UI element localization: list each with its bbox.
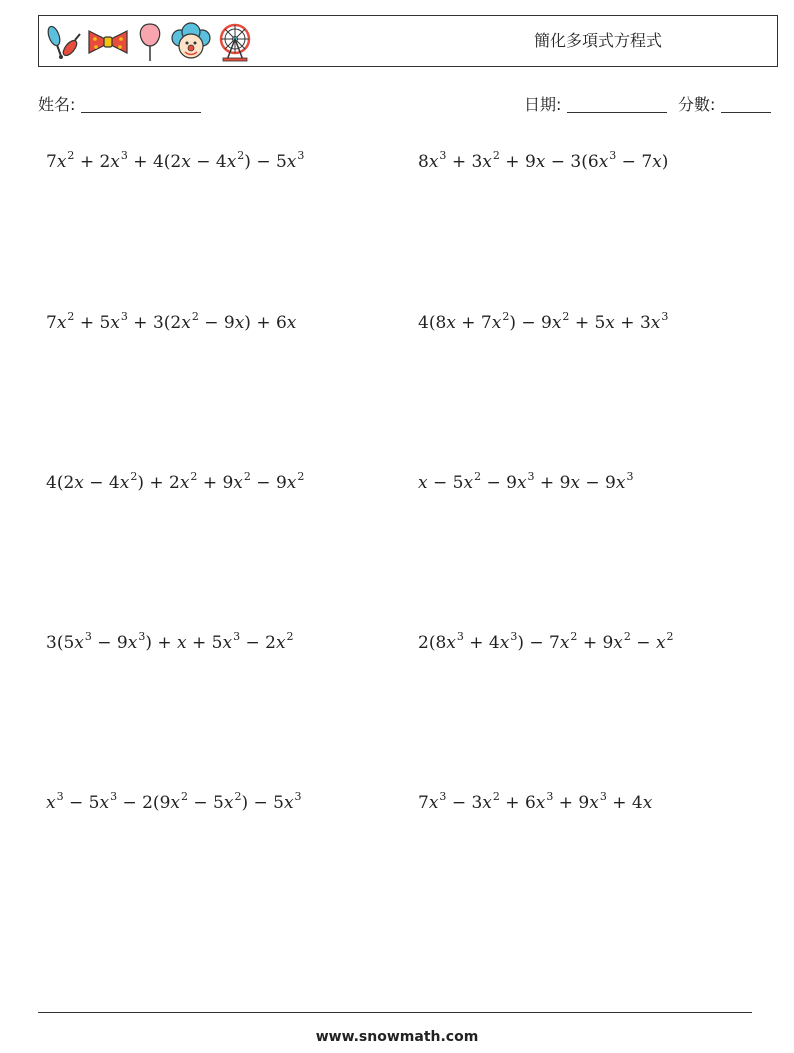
variable: x xyxy=(559,633,570,653)
variable: x xyxy=(119,473,130,493)
exponent: 3 xyxy=(456,630,464,643)
term-text: 8 xyxy=(418,152,429,172)
term-text: − 3 xyxy=(446,793,483,813)
variable: x xyxy=(110,152,120,172)
clown-face-icon xyxy=(171,22,211,62)
variable: x xyxy=(275,633,286,653)
footer-site: www.snowmath.com xyxy=(315,1029,479,1045)
exponent: 3 xyxy=(599,790,607,803)
variable: x xyxy=(177,633,187,653)
variable: x xyxy=(570,473,580,493)
term-text: ) + xyxy=(145,633,178,653)
term-text: − 9 xyxy=(580,473,616,493)
name-field xyxy=(38,92,201,115)
exponent: 3 xyxy=(527,470,535,483)
exponent: 3 xyxy=(56,790,64,803)
variable: x xyxy=(99,793,110,813)
variable: x xyxy=(535,152,546,172)
term-text: 3(5 xyxy=(46,633,75,653)
problem-2 xyxy=(418,149,669,172)
term-text: ) − 5 xyxy=(244,152,287,172)
exponent: 3 xyxy=(609,149,617,162)
score-label: 分數: xyxy=(678,95,716,114)
term-text: + 3 xyxy=(614,313,651,333)
term-text: ) xyxy=(661,152,669,172)
exponent: 2 xyxy=(180,790,188,803)
term-text: − 2 xyxy=(240,633,276,653)
problem-8 xyxy=(418,630,674,653)
variable: x xyxy=(181,313,191,333)
term-text: + 3 xyxy=(446,152,483,172)
term-text: − 4 xyxy=(83,473,120,493)
worksheet-title: 簡化多項式方程式 xyxy=(534,31,663,50)
variable: x xyxy=(56,313,67,333)
exponent: 3 xyxy=(84,630,92,643)
variable: x xyxy=(170,793,180,813)
term-text: + 9 xyxy=(577,633,614,653)
exponent: 3 xyxy=(294,790,302,803)
variable: x xyxy=(428,152,439,172)
exponent: 2 xyxy=(190,470,198,483)
variable: x xyxy=(222,633,233,653)
term-text: − 2(9 xyxy=(117,793,171,813)
cotton-candy-icon xyxy=(135,22,165,62)
variable: x xyxy=(491,313,502,333)
exponent: 2 xyxy=(623,630,631,643)
name-label: 姓名: xyxy=(38,95,76,114)
term-text: − 9 xyxy=(198,313,235,333)
term-text: − 9 xyxy=(481,473,517,493)
variable: x xyxy=(499,633,510,653)
variable: x xyxy=(535,793,546,813)
variable: x xyxy=(446,633,456,653)
exponent: 3 xyxy=(138,630,146,643)
variable: x xyxy=(181,152,191,172)
variable: x xyxy=(655,633,666,653)
term-text: − 5 xyxy=(187,793,224,813)
exponent: 2 xyxy=(286,630,294,643)
name-blank[interactable] xyxy=(81,112,201,113)
term-text: ) − 5 xyxy=(241,793,284,813)
variable: x xyxy=(127,633,138,653)
term-text: − 5 xyxy=(63,793,100,813)
variable: x xyxy=(223,793,234,813)
variable: x xyxy=(482,793,492,813)
term-text: − 5 xyxy=(427,473,464,493)
exponent: 2 xyxy=(243,470,251,483)
exponent: 3 xyxy=(110,790,118,803)
exponent: 2 xyxy=(297,470,305,483)
exponent: 2 xyxy=(666,630,674,643)
exponent: 2 xyxy=(67,310,75,323)
term-text: − 3(6 xyxy=(545,152,599,172)
term-text: ) + 6 xyxy=(244,313,287,333)
exponent: 3 xyxy=(626,470,634,483)
exponent: 2 xyxy=(130,470,138,483)
score-blank[interactable] xyxy=(721,112,771,113)
date-field xyxy=(524,92,667,115)
term-text: ) − 7 xyxy=(517,633,560,653)
variable: x xyxy=(598,152,609,172)
problem-9 xyxy=(46,790,302,813)
exponent: 3 xyxy=(510,630,518,643)
term-text: + 9 xyxy=(499,152,536,172)
problem-10 xyxy=(418,790,653,813)
term-text: + 9 xyxy=(197,473,234,493)
problem-6 xyxy=(418,470,634,493)
exponent: 2 xyxy=(237,149,245,162)
bow-tie-icon xyxy=(87,27,129,57)
term-text: 4(8 xyxy=(418,313,447,333)
footer-divider xyxy=(38,1012,752,1013)
exponent: 3 xyxy=(439,790,447,803)
problem-1 xyxy=(46,149,305,172)
variable: x xyxy=(516,473,527,493)
variable: x xyxy=(418,473,428,493)
term-text: − 4 xyxy=(190,152,227,172)
exponent: 3 xyxy=(546,790,554,803)
exponent: 2 xyxy=(474,470,482,483)
exponent: 2 xyxy=(502,310,510,323)
term-text: + 4 xyxy=(606,793,643,813)
problem-3 xyxy=(46,310,297,333)
variable: x xyxy=(613,633,623,653)
term-text: 7 xyxy=(46,152,57,172)
variable: x xyxy=(463,473,474,493)
variable: x xyxy=(74,633,84,653)
term-text: − 9 xyxy=(250,473,287,493)
variable: x xyxy=(446,313,456,333)
header-box xyxy=(38,15,778,67)
variable: x xyxy=(226,152,237,172)
exponent: 3 xyxy=(439,149,447,162)
term-text: 7 xyxy=(418,793,429,813)
term-text: + 4(2 xyxy=(127,152,182,172)
exponent: 2 xyxy=(562,310,570,323)
juggling-clubs-icon xyxy=(45,23,81,61)
term-text: − 7 xyxy=(616,152,653,172)
exponent: 3 xyxy=(120,310,128,323)
term-text: + 3(2 xyxy=(127,313,182,333)
problem-5 xyxy=(46,470,305,493)
variable: x xyxy=(74,473,84,493)
term-text: + 4 xyxy=(463,633,500,653)
exponent: 3 xyxy=(297,149,305,162)
score-field xyxy=(678,92,771,115)
exponent: 2 xyxy=(570,630,578,643)
variable: x xyxy=(652,152,662,172)
exponent: 2 xyxy=(67,149,75,162)
variable: x xyxy=(615,473,626,493)
term-text: ) + 2 xyxy=(137,473,180,493)
variable: x xyxy=(286,313,297,333)
exponent: 3 xyxy=(120,149,128,162)
variable: x xyxy=(46,793,56,813)
exponent: 2 xyxy=(492,790,500,803)
term-text: + 2 xyxy=(74,152,111,172)
term-text: + 6 xyxy=(499,793,536,813)
variable: x xyxy=(179,473,190,493)
exponent: 2 xyxy=(191,310,199,323)
variable: x xyxy=(428,793,439,813)
term-text: ) − 9 xyxy=(509,313,552,333)
variable: x xyxy=(482,152,492,172)
ferris-wheel-icon xyxy=(217,22,253,62)
term-text: − 9 xyxy=(91,633,128,653)
variable: x xyxy=(286,152,297,172)
term-text: + 5 xyxy=(74,313,111,333)
header-icons xyxy=(45,21,253,63)
term-text: + 9 xyxy=(534,473,571,493)
variable: x xyxy=(650,313,661,333)
term-text: − xyxy=(630,633,656,653)
variable: x xyxy=(233,473,243,493)
variable: x xyxy=(286,473,297,493)
variable: x xyxy=(551,313,562,333)
variable: x xyxy=(234,313,245,333)
exponent: 2 xyxy=(234,790,242,803)
term-text: + 5 xyxy=(186,633,223,653)
variable: x xyxy=(642,793,653,813)
variable: x xyxy=(56,152,67,172)
term-text: + 7 xyxy=(455,313,492,333)
date-blank[interactable] xyxy=(567,112,667,113)
variable: x xyxy=(605,313,615,333)
term-text: 4(2 xyxy=(46,473,75,493)
variable: x xyxy=(589,793,599,813)
problem-7 xyxy=(46,630,294,653)
term-text: + 5 xyxy=(569,313,606,333)
variable: x xyxy=(110,313,120,333)
exponent: 2 xyxy=(492,149,500,162)
exponent: 3 xyxy=(233,630,241,643)
problem-4 xyxy=(418,310,669,333)
term-text: + 9 xyxy=(553,793,590,813)
exponent: 3 xyxy=(661,310,669,323)
term-text: 2(8 xyxy=(418,633,447,653)
term-text: 7 xyxy=(46,313,57,333)
variable: x xyxy=(283,793,294,813)
date-label: 日期: xyxy=(524,95,562,114)
